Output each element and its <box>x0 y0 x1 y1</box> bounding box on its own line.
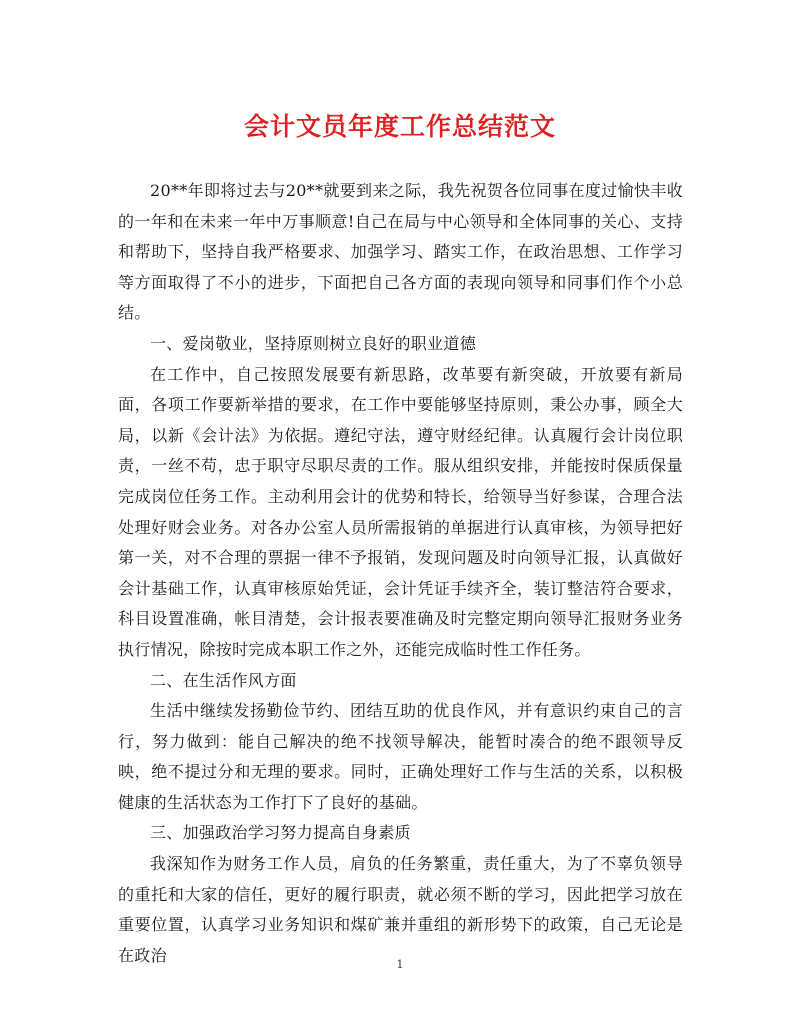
document-body <box>118 176 683 971</box>
intro-paragraph: 20**年即将过去与20**就要到来之际，我先祝贺各位同事在度过愉快丰收的一年和在未来一年中万事顺意!自己在局与中心领导和全体同事的关心、支持和帮助下，坚持自我严格要求、加强学习、踏实工作，在政治思想、工作学习等方面取得了不小的进步，下面把自己各方面的表现向领导和同事们作个小总结。 <box>118 181 683 323</box>
section-2-paragraph: 生活中继续发扬勤俭节约、团结互助的优良作风，并有意识约束自己的言行，努力做到：能自己解决的绝不找领导解决，能暂时凑合的绝不跟领导反映，绝不提过分和无理的要求。同时，正确处理好工作与生活的关系，以积极健康的生活状态为工作打下了良好的基础。 <box>118 701 683 812</box>
page-number: 1 <box>396 958 404 971</box>
section-heading-2: 二、在生活作风方面 <box>150 670 297 690</box>
section-heading-3: 三、加强政治学习努力提高自身素质 <box>150 823 411 843</box>
section-heading-1: 一、爱岗敬业，坚持原则树立良好的职业道德 <box>150 333 477 353</box>
section-1-paragraph: 在工作中，自己按照发展要有新思路，改革要有新突破，开放要有新局面，各项工作要新举措的要求，在工作中要能够坚持原则，秉公办事，顾全大局，以新《会计法》为依据。遵纪守法，遵守财经纪律。认真履行会计岗位职责，一丝不苟，忠于职守尽职尽责的工作。服从组织安排，并能按时保质保量完成岗位任务工作。主动利用会计的优势和特长，给领导当好参谋，合理合法处理好财会业务。对各办公室人员所需报销的单据进行认真审核，为领导把好第一关，对不合理的票据一律不予报销，发现问题及时向领导汇报，认真做好会计基础工作，认真审核原始凭证，会计凭证手续齐全，装订整洁符合要求，科目设置准确，帐目清楚，会计报表要准确及时完整定期向领导汇报财务业务执行情况，除按时完成本职工作之外，还能完成临时性工作任务。 <box>118 364 683 659</box>
section-3-paragraph: 我深知作为财务工作人员，肩负的任务繁重，责任重大，为了不辜负领导的重托和大家的信任，更好的履行职责，就必须不断的学习，因此把学习放在重要位置，认真学习业务知识和煤矿兼并重组的新形势下的政策，自己无论是在政治 <box>118 854 683 965</box>
document-title: 会计文员年度工作总结范文 <box>243 112 556 141</box>
